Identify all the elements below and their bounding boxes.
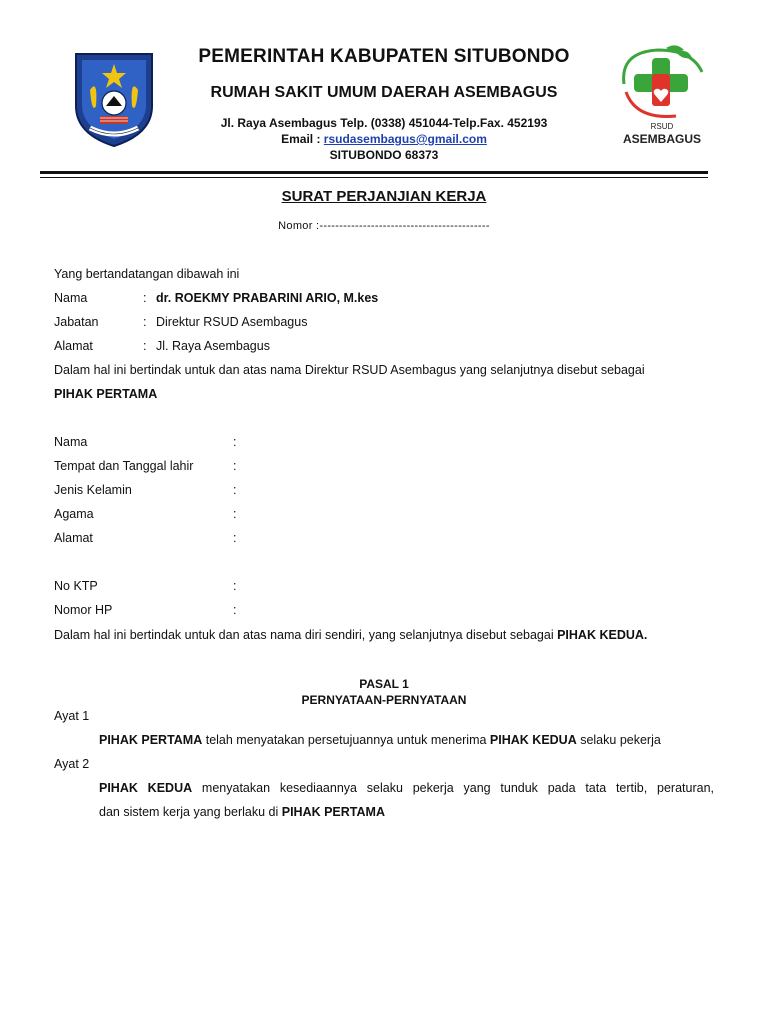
first-party-intro: Yang bertandatangan dibawah ini (54, 267, 240, 281)
statement-text: Dalam hal ini bertindak untuk dan atas nama diri sendiri, yang selanjutnya disebut sebagai (54, 628, 558, 642)
field-label: Nomor HP (54, 603, 113, 617)
pasal-heading: PASAL 1 (359, 677, 409, 691)
letterhead-divider-thick (40, 171, 708, 174)
field-colon: : (233, 579, 237, 593)
field-value: Direktur RSUD Asembagus (156, 315, 308, 329)
ayat-2-text-line-1 (99, 781, 714, 795)
government-heading: PEMERINTAH KABUPATEN SITUBONDO (198, 46, 570, 67)
field-label: Alamat (54, 339, 93, 353)
pasal-subheading: PERNYATAAN-PERNYATAAN (301, 693, 467, 707)
letterhead-divider-thin (40, 177, 708, 178)
email-label: Email : (281, 132, 324, 146)
address-line: Jl. Raya Asembagus Telp. (0338) 451044-Telp.Fax. 452193 (220, 116, 548, 130)
field-colon: : (143, 291, 147, 305)
ayat-2-text-line-2 (99, 805, 385, 819)
city-line: SITUBONDO 68373 (329, 148, 439, 162)
field-label: Nama (54, 435, 88, 449)
field-label: Jenis Kelamin (54, 483, 132, 497)
field-colon: : (143, 339, 147, 353)
document-title: SURAT PERJANJIAN KERJA (281, 188, 487, 205)
rsud-logo-text-2: ASEMBAGUS (622, 132, 701, 146)
document-number (0, 220, 768, 232)
field-label: Nama (54, 291, 88, 305)
first-party-statement: Dalam hal ini bertindak untuk dan atas nama Direktur RSUD Asembagus yang selanjutnya disebut sebagai (54, 363, 645, 377)
field-colon: : (233, 459, 237, 473)
ayat-2-party: PIHAK KEDUA (99, 781, 193, 795)
ayat-1-text-a: telah menyatakan persetujuannya untuk menerima (202, 733, 490, 747)
ayat-1-party-b: PIHAK KEDUA (489, 733, 577, 747)
field-colon: : (233, 507, 237, 521)
field-colon: : (143, 315, 147, 329)
field-colon: : (233, 435, 237, 449)
field-label: Tempat dan Tanggal lahir (54, 459, 194, 473)
first-party-designation: PIHAK PERTAMA (54, 387, 158, 401)
statement-designation: PIHAK KEDUA. (557, 628, 648, 642)
field-label: No KTP (54, 579, 98, 593)
field-label: Jabatan (54, 315, 99, 329)
field-label: Alamat (54, 531, 93, 545)
number-value: ------------------------------------------- (319, 220, 490, 232)
rsud-cross-icon (606, 44, 718, 122)
field-label: Agama (54, 507, 94, 521)
rsud-asembagus-logo (606, 44, 718, 148)
ayat-2-text-b: dan sistem kerja yang berlaku di (99, 805, 282, 819)
email-link[interactable]: rsudasembagus@gmail.com (323, 132, 487, 146)
number-label: Nomor : (278, 220, 320, 232)
field-value: Jl. Raya Asembagus (156, 339, 270, 353)
ayat-2-text-a: menyatakan kesediaannya selaku pekerja yang tunduk pada tata tertib, peraturan, (192, 781, 715, 795)
ayat-1-label: Ayat 1 (54, 709, 90, 723)
field-colon: : (233, 531, 237, 545)
second-party-statement (54, 628, 647, 642)
field-colon: : (233, 483, 237, 497)
field-colon: : (233, 603, 237, 617)
ayat-2-label: Ayat 2 (54, 757, 90, 771)
ayat-1-text-b: selaku pekerja (576, 733, 661, 747)
hospital-heading: RUMAH SAKIT UMUM DAERAH ASEMBAGUS (210, 84, 558, 101)
ayat-1-party-a: PIHAK PERTAMA (99, 733, 203, 747)
rsud-logo-text-1: RSUD (650, 122, 674, 131)
ayat-1-text (99, 733, 661, 747)
field-value: dr. ROEKMY PRABARINI ARIO, M.kes (156, 291, 379, 305)
ayat-2-party-b: PIHAK PERTAMA (281, 805, 385, 819)
